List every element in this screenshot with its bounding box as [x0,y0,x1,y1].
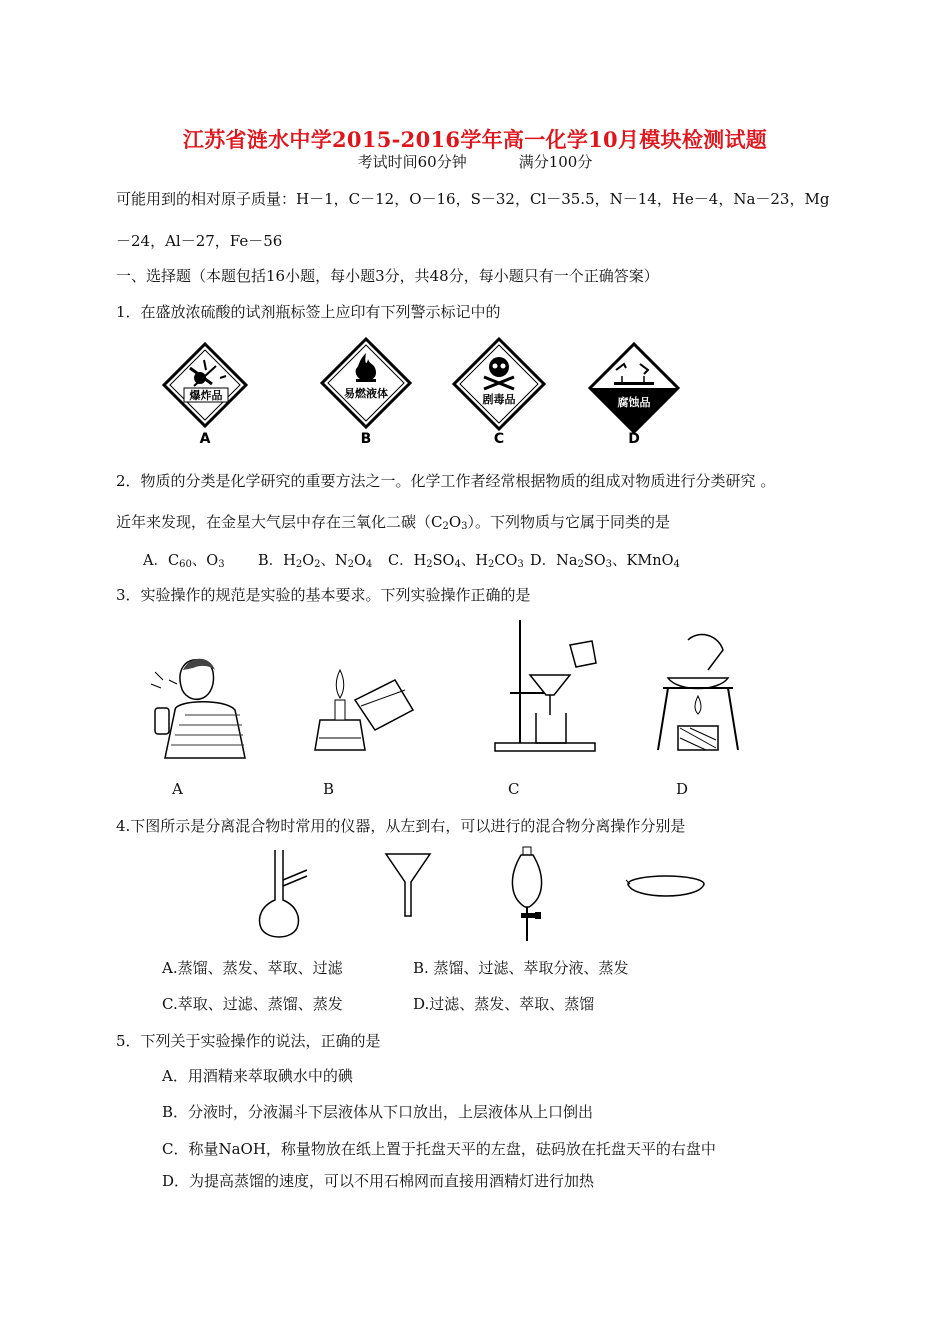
q5-option-a: A．用酒精来萃取碘水中的碘 [162,1067,353,1085]
question-4-stem: 4.下图所示是分离混合物时常用的仪器，从左到右，可以进行的混合物分离操作分别是 [116,817,686,835]
q5-option-b: B．分液时，分液漏斗下层液体从下口放出，上层液体从上口倒出 [162,1103,594,1121]
toxic-sign [450,335,548,450]
atomic-mass-line-2: －24，Al－27，Fe－56 [116,232,283,250]
lamp-lighting-figure [305,640,415,760]
exam-info [0,151,950,172]
q5-option-c: C．称量NaOH，称量物放在纸上置于托盘天平的左盘，砝码放在托盘天平的右盘中 [162,1140,716,1158]
corrosive-sign [584,340,684,450]
q4-option-c: C.萃取、过滤、蒸馏、蒸发 [162,995,343,1013]
q2-option-d: D．$Na_2SO_3$、KMnO$_4$ [530,553,680,570]
q4-option-a: A.蒸馏、蒸发、萃取、过滤 [162,959,343,977]
sign-label-a: A [199,431,211,447]
explosion-sign [160,340,250,450]
q3-label-a: A [172,780,183,798]
sign-label-c: C [493,431,505,447]
sign-label-b: B [360,431,372,447]
q2-option-b: B．$H_2O_2$、$N_2O_4$ [258,553,373,570]
sign-label-d: D [628,431,640,447]
sign-text-a: 爆炸品 [189,389,223,402]
q5-option-d: D．为提高蒸馏的速度，可以不用石棉网而直接用酒精灯进行加热 [162,1172,595,1190]
evaporating-dish-icon [622,870,712,910]
question-3-stem: 3．实验操作的规范是实验的基本要求。下列实验操作正确的是 [116,586,531,604]
q3-label-d: D [676,780,689,798]
smelling-figure [145,640,255,760]
filtration-figure [480,615,610,760]
page-title: 江苏省涟水中学2015-2016学年高一化学10月模块检测试题 [182,127,768,152]
question-2-line-1: 2．物质的分类是化学研究的重要方法之一。化学工作者经常根据物质的组成对物质进行分类研究 。 [116,472,776,490]
sign-text-b: 易燃液体 [344,387,388,400]
q3-label-c: C [508,780,520,798]
atomic-mass-line-1: 可能用到的相对原子质量：H－1，C－12，O－16，S－32，Cl－35.5，N－14，He－4，Na－23，Mg [116,190,830,208]
question-2-line-2: 近年来发现，在金星大气层中存在三氧化二碳$(C_2O_3)$。下列物质与它属于同类的是 [116,513,671,532]
q4-option-b: B. 蒸馏、过滤、萃取分液、蒸发 [413,959,629,977]
q4-option-d: D.过滤、蒸发、萃取、蒸馏 [413,995,595,1013]
flammable-sign [318,335,414,450]
question-1-stem: 1．在盛放浓硫酸的试剂瓶标签上应印有下列警示标记中的 [116,303,501,321]
q3-label-b: B [323,780,335,798]
q2-option-a: A．$C_{60}$、$O_3$ [143,553,225,570]
exam-score: 满分100分 [518,153,593,171]
evaporation-figure [648,630,748,760]
question-5-stem: 5．下列关于实验操作的说法，正确的是 [116,1032,381,1050]
section-heading: 一、选择题（本题包括16小题，每小题3分，共48分，每小题只有一个正确答案） [116,267,659,285]
funnel-icon [380,850,440,920]
distilling-flask-icon [255,848,315,940]
q2-option-c: C．$H_2SO_4$、$H_2CO_3$ [388,553,524,570]
separatory-funnel-icon [505,845,555,945]
sign-text-d: 腐蚀品 [617,396,651,409]
exam-time: 考试时间60分钟 [357,153,467,171]
sign-text-c: 剧毒品 [482,393,516,406]
